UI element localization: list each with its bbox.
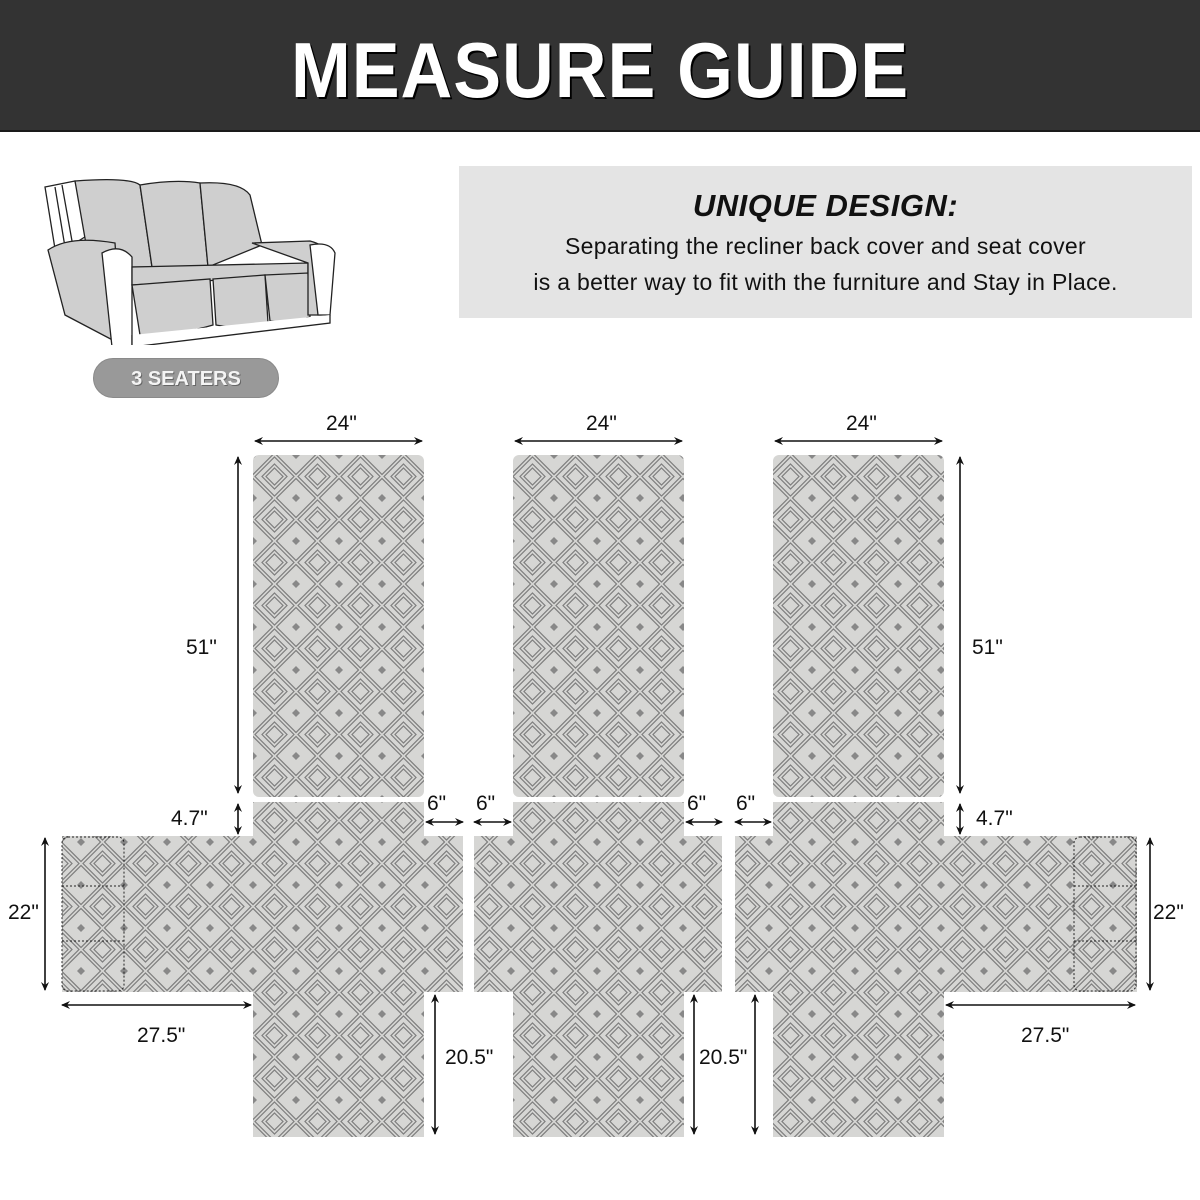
dim-back-width-right: 24": [846, 412, 877, 435]
page-title: MEASURE GUIDE: [290, 26, 909, 114]
dim-arm-width-right: 27.5": [1021, 1024, 1070, 1047]
dim-seat-tab-left: 4.7": [171, 807, 208, 830]
dim-arm-height-right: 22": [1153, 901, 1184, 924]
dim-gap-mid-right: 6": [687, 792, 707, 815]
dim-back-height-right: 51": [972, 636, 1003, 659]
dim-back-width-left: 24": [326, 412, 357, 435]
design-note-line-2: is a better way to fit with the furniture and Stay in Place.: [533, 269, 1118, 295]
dim-arm-height-left: 22": [8, 901, 39, 924]
seat-cover-right: [735, 802, 1137, 1137]
design-note-line-1: Separating the recliner back cover and seat cover: [565, 233, 1086, 259]
seat-cover-middle: [474, 802, 722, 1137]
dim-gap-mid-left: 6": [476, 792, 496, 815]
dim-back-width-middle: 24": [586, 412, 617, 435]
back-cover-middle: [513, 455, 684, 797]
seater-count-badge: 3 SEATERS: [93, 358, 279, 398]
seat-cover-left: [62, 802, 463, 1137]
dim-arm-width-left: 27.5": [137, 1024, 186, 1047]
dim-skirt-middle: 20.5": [699, 1046, 748, 1069]
dim-gap-right: 6": [736, 792, 756, 815]
back-cover-right: [773, 455, 944, 797]
dim-gap-left: 6": [427, 792, 447, 815]
back-cover-left: [253, 455, 424, 797]
dim-seat-tab-right: 4.7": [976, 807, 1013, 830]
dim-skirt-left: 20.5": [445, 1046, 494, 1069]
design-note-title: UNIQUE DESIGN:: [692, 188, 959, 223]
dim-back-height-left: 51": [186, 636, 217, 659]
